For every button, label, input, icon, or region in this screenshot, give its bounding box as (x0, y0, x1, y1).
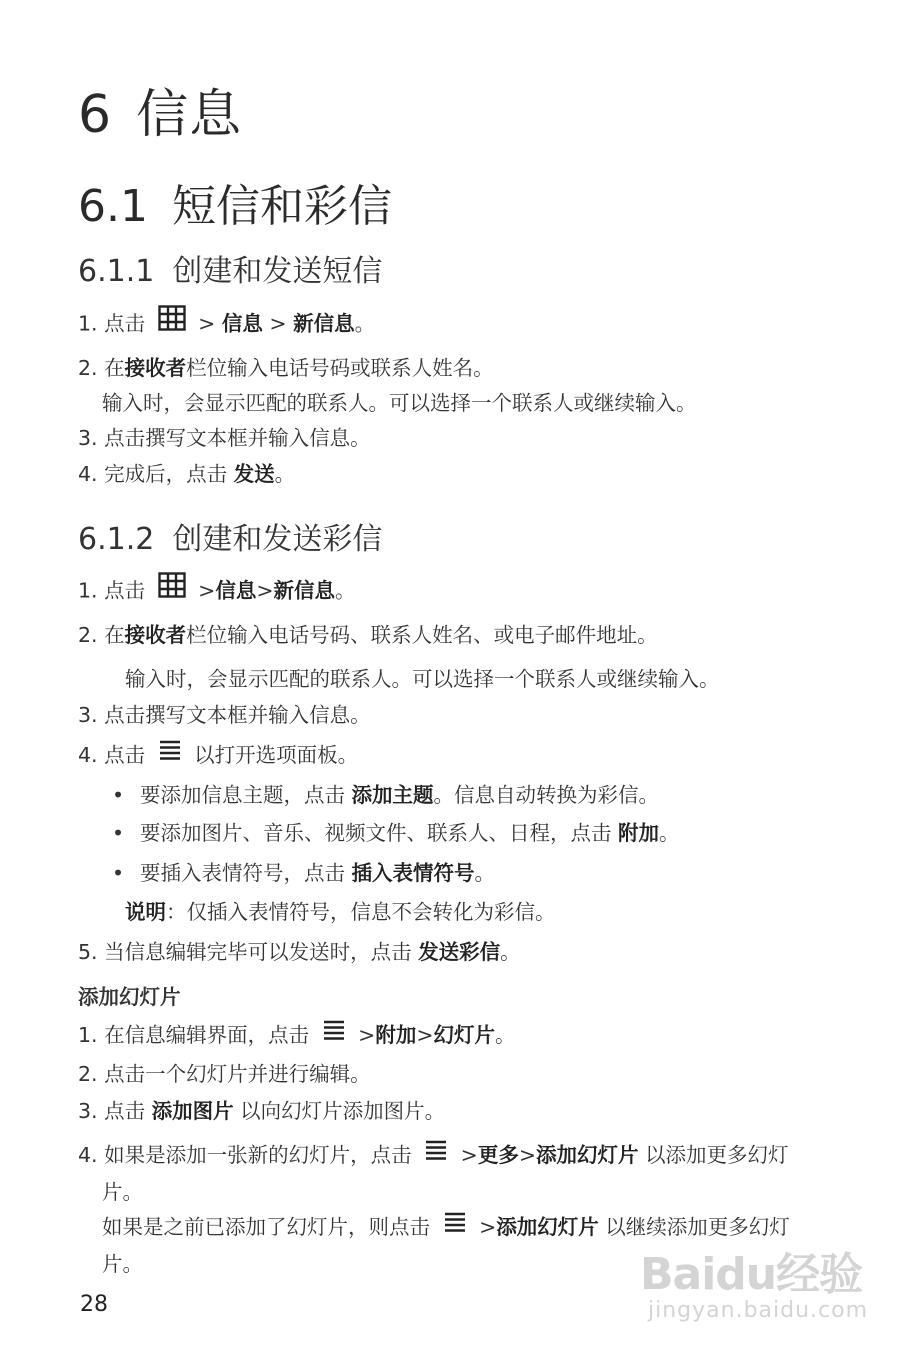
sms-step-4: 4. 完成后，点击 发送。 (78, 462, 296, 486)
mms-step-5: 5. 当信息编辑完毕可以发送时，点击 发送彩信。 (78, 940, 521, 964)
watermark-logo: Baidu经验 (640, 1249, 863, 1300)
menu-icon (322, 1019, 346, 1048)
slides-step-4: 4. 如果是添加一张新的幻灯片，点击 >更多>添加幻灯片 以添加更多幻灯 (78, 1141, 789, 1171)
section-title: 6.1 短信和彩信 (78, 181, 392, 232)
slides-step-4-cont: 片。 (102, 1180, 143, 1204)
subsection-title-mms: 6.1.2 创建和发送彩信 (78, 522, 383, 557)
slides-step-1: 1. 在信息编辑界面，点击 >附加>幻灯片。 (78, 1021, 516, 1051)
mms-bullet-1: • 要添加信息主题，点击 添加主题。信息自动转换为彩信。 (112, 783, 660, 807)
mms-bullet-3: • 要插入表情符号，点击 插入表情符号。 (112, 861, 496, 885)
mms-step-2: 2. 在接收者栏位输入电话号码、联系人姓名、或电子邮件地址。 (78, 623, 658, 647)
mms-step-1: 1. 点击 >信息>新信息。 (78, 575, 356, 608)
slides-step-3: 3. 点击 添加图片 以向幻灯片添加图片。 (78, 1099, 446, 1123)
slides-step-4-note-cont: 片。 (102, 1252, 143, 1276)
page-number: 28 (80, 1292, 108, 1317)
mms-note: 说明：仅插入表情符号，信息不会转化为彩信。 (125, 900, 556, 924)
mms-step-3: 3. 点击撰写文本框并输入信息。 (78, 703, 371, 727)
chapter-title: 6 信息 (78, 85, 243, 145)
sms-step-2: 2. 在接收者栏位输入电话号码或联系人姓名。 (78, 356, 494, 380)
mms-step-2-note: 输入时，会显示匹配的联系人。可以选择一个联系人或继续输入。 (125, 667, 720, 691)
slides-step-2: 2. 点击一个幻灯片并进行编辑。 (78, 1062, 371, 1086)
mms-step-4: 4. 点击 以打开选项面板。 (78, 741, 358, 771)
grid-icon (158, 572, 186, 605)
grid-icon (158, 305, 186, 338)
menu-icon (158, 739, 182, 768)
sms-step-1: 1. 点击 > 信息 > 新信息。 (78, 308, 375, 341)
sms-step-3: 3. 点击撰写文本框并输入信息。 (78, 426, 371, 450)
menu-icon (424, 1139, 448, 1168)
slides-heading: 添加幻灯片 (78, 985, 181, 1009)
slides-step-4-note: 如果是之前已添加了幻灯片，则点击 >添加幻灯片 以继续添加更多幻灯 (102, 1213, 790, 1243)
watermark-url: jingyan.baidu.com (648, 1298, 869, 1323)
sms-step-2-note: 输入时，会显示匹配的联系人。可以选择一个联系人或继续输入。 (102, 391, 697, 415)
menu-icon (443, 1211, 467, 1240)
subsection-title-sms: 6.1.1 创建和发送短信 (78, 254, 383, 289)
mms-bullet-2: • 要添加图片、音乐、视频文件、联系人、日程，点击 附加。 (112, 821, 680, 845)
